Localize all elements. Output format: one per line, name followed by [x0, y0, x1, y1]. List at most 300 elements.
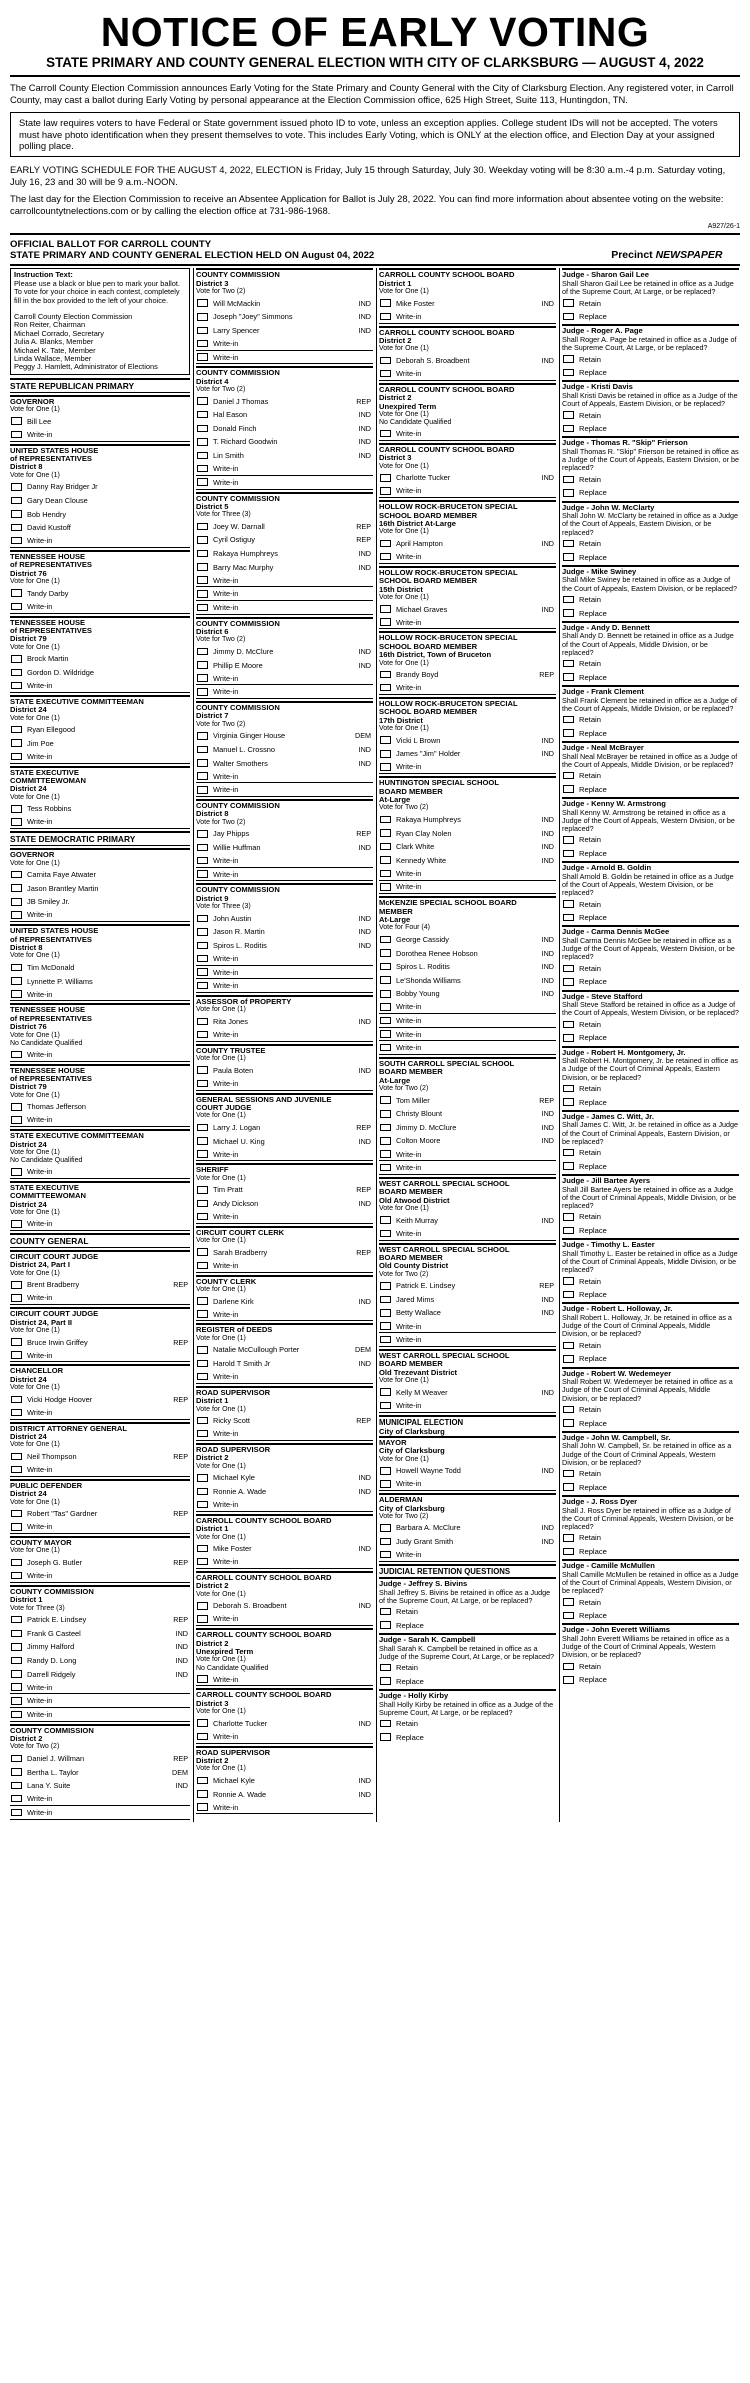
vote-oval[interactable]	[197, 982, 208, 990]
vote-oval[interactable]	[380, 736, 391, 744]
candidate-row[interactable]	[10, 414, 190, 428]
candidate-row[interactable]	[10, 480, 190, 494]
write-in-row[interactable]	[10, 1520, 190, 1534]
candidate-row[interactable]	[379, 1121, 556, 1135]
vote-oval[interactable]	[11, 483, 22, 491]
vote-oval[interactable]	[11, 898, 22, 906]
vote-oval[interactable]	[380, 1322, 391, 1330]
vote-oval[interactable]	[197, 425, 208, 433]
retention-option[interactable]	[562, 1224, 739, 1238]
write-in-row[interactable]	[379, 1028, 556, 1042]
vote-oval[interactable]	[197, 1310, 208, 1318]
vote-oval[interactable]	[11, 417, 22, 425]
vote-oval[interactable]	[11, 805, 22, 813]
write-in-row[interactable]	[379, 1478, 556, 1492]
candidate-row[interactable]	[10, 895, 190, 909]
write-in-row[interactable]	[196, 952, 373, 966]
write-in-row[interactable]	[196, 1210, 373, 1224]
vote-oval[interactable]	[563, 476, 574, 484]
vote-oval[interactable]	[11, 1220, 22, 1228]
vote-oval[interactable]	[380, 1524, 391, 1532]
write-in-row[interactable]	[196, 1673, 373, 1687]
vote-oval[interactable]	[380, 1124, 391, 1132]
candidate-row[interactable]	[10, 961, 190, 975]
vote-oval[interactable]	[197, 1248, 208, 1256]
retention-option[interactable]	[562, 606, 739, 620]
candidate-row[interactable]	[10, 736, 190, 750]
retention-option[interactable]	[562, 962, 739, 976]
vote-oval[interactable]	[380, 990, 391, 998]
candidate-row[interactable]	[379, 946, 556, 960]
vote-oval[interactable]	[380, 750, 391, 758]
vote-oval[interactable]	[197, 772, 208, 780]
retention-option[interactable]	[562, 1274, 739, 1288]
retention-option[interactable]	[379, 1605, 556, 1619]
retention-option[interactable]	[562, 550, 739, 564]
vote-oval[interactable]	[380, 1402, 391, 1410]
write-in-row[interactable]	[379, 616, 556, 630]
retention-option[interactable]	[562, 1146, 739, 1160]
write-in-row[interactable]	[10, 1165, 190, 1179]
write-in-row[interactable]	[379, 485, 556, 499]
vote-oval[interactable]	[563, 716, 574, 724]
vote-oval[interactable]	[197, 563, 208, 571]
candidate-row[interactable]	[10, 1654, 190, 1668]
retention-option[interactable]	[562, 726, 739, 740]
candidate-row[interactable]	[379, 813, 556, 827]
retention-option[interactable]	[562, 1660, 739, 1674]
write-in-row[interactable]	[379, 1333, 556, 1347]
write-in-row[interactable]	[379, 1227, 556, 1241]
retention-option[interactable]	[379, 1717, 556, 1731]
vote-oval[interactable]	[197, 299, 208, 307]
vote-oval[interactable]	[197, 1615, 208, 1623]
write-in-row[interactable]	[196, 770, 373, 784]
retention-option[interactable]	[562, 408, 739, 422]
vote-oval[interactable]	[197, 1066, 208, 1074]
vote-oval[interactable]	[11, 1711, 22, 1719]
write-in-row[interactable]	[196, 1308, 373, 1322]
write-in-row[interactable]	[10, 1048, 190, 1062]
vote-oval[interactable]	[380, 1309, 391, 1317]
retention-option[interactable]	[562, 782, 739, 796]
retention-option[interactable]	[562, 1082, 739, 1096]
write-in-row[interactable]	[379, 367, 556, 381]
vote-oval[interactable]	[11, 1409, 22, 1417]
retention-option[interactable]	[562, 847, 739, 861]
vote-oval[interactable]	[197, 955, 208, 963]
vote-oval[interactable]	[563, 850, 574, 858]
vote-oval[interactable]	[11, 1755, 22, 1763]
vote-oval[interactable]	[563, 1598, 574, 1606]
candidate-row[interactable]	[196, 1414, 373, 1428]
write-in-row[interactable]	[196, 783, 373, 797]
vote-oval[interactable]	[197, 1360, 208, 1368]
vote-oval[interactable]	[197, 1186, 208, 1194]
candidate-row[interactable]	[196, 1134, 373, 1148]
candidate-row[interactable]	[196, 1121, 373, 1135]
vote-oval[interactable]	[197, 465, 208, 473]
write-in-row[interactable]	[10, 1406, 190, 1420]
vote-oval[interactable]	[563, 836, 574, 844]
vote-oval[interactable]	[563, 1098, 574, 1106]
vote-oval[interactable]	[11, 1168, 22, 1176]
vote-oval[interactable]	[11, 524, 22, 532]
write-in-row[interactable]	[379, 681, 556, 695]
write-in-row[interactable]	[196, 966, 373, 980]
retention-option[interactable]	[562, 310, 739, 324]
candidate-row[interactable]	[10, 507, 190, 521]
candidate-row[interactable]	[196, 533, 373, 547]
write-in-row[interactable]	[196, 587, 373, 601]
vote-oval[interactable]	[563, 965, 574, 973]
vote-oval[interactable]	[380, 1538, 391, 1546]
write-in-row[interactable]	[379, 1399, 556, 1413]
vote-oval[interactable]	[380, 540, 391, 548]
candidate-row[interactable]	[196, 422, 373, 436]
write-in-row[interactable]	[379, 550, 556, 564]
write-in-row[interactable]	[196, 1613, 373, 1627]
candidate-row[interactable]	[379, 602, 556, 616]
vote-oval[interactable]	[197, 1474, 208, 1482]
write-in-row[interactable]	[10, 1463, 190, 1477]
vote-oval[interactable]	[197, 1719, 208, 1727]
vote-oval[interactable]	[11, 1294, 22, 1302]
vote-oval[interactable]	[11, 1809, 22, 1817]
vote-oval[interactable]	[563, 609, 574, 617]
vote-oval[interactable]	[11, 510, 22, 518]
candidate-row[interactable]	[196, 1063, 373, 1077]
candidate-row[interactable]	[196, 1245, 373, 1259]
candidate-row[interactable]	[10, 1392, 190, 1406]
vote-oval[interactable]	[197, 550, 208, 558]
candidate-row[interactable]	[10, 586, 190, 600]
vote-oval[interactable]	[563, 1085, 574, 1093]
vote-oval[interactable]	[11, 990, 22, 998]
vote-oval[interactable]	[380, 1621, 391, 1629]
vote-oval[interactable]	[380, 1551, 391, 1559]
vote-oval[interactable]	[563, 772, 574, 780]
retention-option[interactable]	[562, 422, 739, 436]
vote-oval[interactable]	[563, 1291, 574, 1299]
retention-option[interactable]	[562, 296, 739, 310]
vote-oval[interactable]	[197, 1262, 208, 1270]
write-in-row[interactable]	[379, 1041, 556, 1055]
vote-oval[interactable]	[11, 1396, 22, 1404]
vote-oval[interactable]	[563, 1355, 574, 1363]
candidate-row[interactable]	[10, 1450, 190, 1464]
candidate-row[interactable]	[379, 1093, 556, 1107]
vote-oval[interactable]	[197, 1777, 208, 1785]
vote-oval[interactable]	[380, 1467, 391, 1475]
candidate-row[interactable]	[10, 1556, 190, 1570]
retention-option[interactable]	[562, 486, 739, 500]
candidate-row[interactable]	[379, 853, 556, 867]
write-in-row[interactable]	[379, 310, 556, 324]
write-in-row[interactable]	[10, 428, 190, 442]
retention-option[interactable]	[562, 1018, 739, 1032]
vote-oval[interactable]	[197, 438, 208, 446]
vote-oval[interactable]	[11, 1466, 22, 1474]
candidate-row[interactable]	[10, 1667, 190, 1681]
vote-oval[interactable]	[197, 648, 208, 656]
vote-oval[interactable]	[197, 1430, 208, 1438]
retention-option[interactable]	[562, 593, 739, 607]
vote-oval[interactable]	[11, 589, 22, 597]
retention-option[interactable]	[562, 713, 739, 727]
vote-oval[interactable]	[11, 871, 22, 879]
vote-oval[interactable]	[197, 1733, 208, 1741]
vote-oval[interactable]	[563, 1548, 574, 1556]
candidate-row[interactable]	[196, 394, 373, 408]
vote-oval[interactable]	[380, 1664, 391, 1672]
vote-oval[interactable]	[11, 1051, 22, 1059]
vote-oval[interactable]	[11, 1281, 22, 1289]
vote-oval[interactable]	[11, 655, 22, 663]
candidate-row[interactable]	[379, 733, 556, 747]
vote-oval[interactable]	[197, 674, 208, 682]
retention-option[interactable]	[562, 1545, 739, 1559]
candidate-row[interactable]	[10, 521, 190, 535]
candidate-row[interactable]	[379, 1385, 556, 1399]
vote-oval[interactable]	[197, 1346, 208, 1354]
write-in-row[interactable]	[196, 1259, 373, 1273]
write-in-row[interactable]	[196, 1555, 373, 1569]
write-in-row[interactable]	[379, 1148, 556, 1162]
candidate-row[interactable]	[196, 1787, 373, 1801]
write-in-row[interactable]	[196, 1730, 373, 1744]
candidate-row[interactable]	[196, 911, 373, 925]
retention-option[interactable]	[562, 911, 739, 925]
vote-oval[interactable]	[563, 553, 574, 561]
candidate-row[interactable]	[196, 408, 373, 422]
vote-oval[interactable]	[197, 327, 208, 335]
candidate-row[interactable]	[10, 494, 190, 508]
write-in-row[interactable]	[379, 427, 556, 441]
vote-oval[interactable]	[380, 1216, 391, 1224]
write-in-row[interactable]	[10, 750, 190, 764]
vote-oval[interactable]	[197, 1297, 208, 1305]
vote-oval[interactable]	[11, 1683, 22, 1691]
candidate-row[interactable]	[379, 296, 556, 310]
vote-oval[interactable]	[380, 370, 391, 378]
vote-oval[interactable]	[380, 976, 391, 984]
write-in-row[interactable]	[196, 1427, 373, 1441]
vote-oval[interactable]	[563, 900, 574, 908]
vote-oval[interactable]	[380, 474, 391, 482]
retention-option[interactable]	[562, 1403, 739, 1417]
write-in-row[interactable]	[196, 1498, 373, 1512]
vote-oval[interactable]	[11, 1768, 22, 1776]
vote-oval[interactable]	[197, 1137, 208, 1145]
write-in-row[interactable]	[196, 1028, 373, 1042]
vote-oval[interactable]	[197, 353, 208, 361]
write-in-row[interactable]	[10, 1792, 190, 1806]
write-in-row[interactable]	[10, 1292, 190, 1306]
candidate-row[interactable]	[196, 729, 373, 743]
vote-oval[interactable]	[380, 1480, 391, 1488]
candidate-row[interactable]	[10, 1626, 190, 1640]
vote-oval[interactable]	[197, 1488, 208, 1496]
write-in-row[interactable]	[196, 574, 373, 588]
vote-oval[interactable]	[11, 1782, 22, 1790]
write-in-row[interactable]	[196, 685, 373, 699]
vote-oval[interactable]	[197, 968, 208, 976]
write-in-row[interactable]	[10, 816, 190, 830]
retention-option[interactable]	[562, 670, 739, 684]
candidate-row[interactable]	[10, 1765, 190, 1779]
vote-oval[interactable]	[197, 844, 208, 852]
candidate-row[interactable]	[196, 1197, 373, 1211]
write-in-row[interactable]	[10, 1114, 190, 1128]
retention-option[interactable]	[562, 1095, 739, 1109]
candidate-row[interactable]	[196, 1183, 373, 1197]
vote-oval[interactable]	[11, 964, 22, 972]
retention-option[interactable]	[562, 1031, 739, 1045]
write-in-row[interactable]	[10, 679, 190, 693]
candidate-row[interactable]	[10, 1335, 190, 1349]
vote-oval[interactable]	[197, 746, 208, 754]
vote-oval[interactable]	[380, 949, 391, 957]
vote-oval[interactable]	[563, 1162, 574, 1170]
candidate-row[interactable]	[196, 560, 373, 574]
vote-oval[interactable]	[11, 884, 22, 892]
vote-oval[interactable]	[197, 397, 208, 405]
vote-oval[interactable]	[380, 1096, 391, 1104]
vote-oval[interactable]	[380, 883, 391, 891]
retention-option[interactable]	[562, 1352, 739, 1366]
vote-oval[interactable]	[380, 1296, 391, 1304]
candidate-row[interactable]	[196, 296, 373, 310]
candidate-row[interactable]	[379, 1521, 556, 1535]
candidate-row[interactable]	[379, 471, 556, 485]
candidate-row[interactable]	[379, 1293, 556, 1307]
candidate-row[interactable]	[196, 1015, 373, 1029]
retention-option[interactable]	[562, 897, 739, 911]
vote-oval[interactable]	[380, 1608, 391, 1616]
retention-option[interactable]	[562, 1531, 739, 1545]
write-in-row[interactable]	[196, 672, 373, 686]
vote-oval[interactable]	[563, 1612, 574, 1620]
candidate-row[interactable]	[379, 668, 556, 682]
vote-oval[interactable]	[380, 1017, 391, 1025]
vote-oval[interactable]	[197, 1790, 208, 1798]
candidate-row[interactable]	[196, 1343, 373, 1357]
vote-oval[interactable]	[380, 313, 391, 321]
retention-option[interactable]	[379, 1661, 556, 1675]
vote-oval[interactable]	[11, 497, 22, 505]
candidate-row[interactable]	[196, 939, 373, 953]
vote-oval[interactable]	[197, 688, 208, 696]
write-in-row[interactable]	[10, 909, 190, 923]
vote-oval[interactable]	[563, 1483, 574, 1491]
vote-oval[interactable]	[563, 313, 574, 321]
vote-oval[interactable]	[11, 1697, 22, 1705]
candidate-row[interactable]	[196, 310, 373, 324]
vote-oval[interactable]	[380, 1137, 391, 1145]
candidate-row[interactable]	[10, 652, 190, 666]
write-in-row[interactable]	[10, 1569, 190, 1583]
candidate-row[interactable]	[196, 827, 373, 841]
vote-oval[interactable]	[197, 1803, 208, 1811]
write-in-row[interactable]	[379, 867, 556, 881]
candidate-row[interactable]	[196, 743, 373, 757]
vote-oval[interactable]	[197, 1602, 208, 1610]
vote-oval[interactable]	[11, 431, 22, 439]
candidate-row[interactable]	[10, 723, 190, 737]
candidate-row[interactable]	[10, 881, 190, 895]
write-in-row[interactable]	[196, 979, 373, 993]
write-in-row[interactable]	[379, 881, 556, 895]
write-in-row[interactable]	[10, 600, 190, 614]
candidate-row[interactable]	[196, 756, 373, 770]
vote-oval[interactable]	[563, 1534, 574, 1542]
candidate-row[interactable]	[379, 960, 556, 974]
write-in-row[interactable]	[196, 462, 373, 476]
retention-option[interactable]	[379, 1730, 556, 1744]
candidate-row[interactable]	[10, 1100, 190, 1114]
candidate-row[interactable]	[10, 1779, 190, 1793]
retention-option[interactable]	[562, 1673, 739, 1687]
retention-option[interactable]	[562, 366, 739, 380]
candidate-row[interactable]	[379, 354, 556, 368]
vote-oval[interactable]	[11, 1630, 22, 1638]
vote-oval[interactable]	[197, 1124, 208, 1132]
vote-oval[interactable]	[380, 1677, 391, 1685]
vote-oval[interactable]	[563, 1227, 574, 1235]
vote-oval[interactable]	[563, 489, 574, 497]
vote-oval[interactable]	[563, 1419, 574, 1427]
write-in-row[interactable]	[196, 337, 373, 351]
candidate-row[interactable]	[10, 666, 190, 680]
vote-oval[interactable]	[563, 729, 574, 737]
candidate-row[interactable]	[379, 973, 556, 987]
vote-oval[interactable]	[197, 1501, 208, 1509]
vote-oval[interactable]	[11, 753, 22, 761]
write-in-row[interactable]	[196, 1148, 373, 1162]
candidate-row[interactable]	[196, 1357, 373, 1371]
vote-oval[interactable]	[197, 536, 208, 544]
candidate-row[interactable]	[196, 925, 373, 939]
retention-option[interactable]	[562, 1480, 739, 1494]
retention-option[interactable]	[562, 1339, 739, 1353]
vote-oval[interactable]	[11, 1351, 22, 1359]
retention-option[interactable]	[562, 473, 739, 487]
retention-option[interactable]	[562, 833, 739, 847]
retention-option[interactable]	[562, 975, 739, 989]
candidate-row[interactable]	[196, 1485, 373, 1499]
vote-oval[interactable]	[563, 1021, 574, 1029]
retention-option[interactable]	[379, 1674, 556, 1688]
vote-oval[interactable]	[563, 369, 574, 377]
vote-oval[interactable]	[563, 596, 574, 604]
vote-oval[interactable]	[563, 978, 574, 986]
vote-oval[interactable]	[563, 1149, 574, 1157]
candidate-row[interactable]	[10, 1507, 190, 1521]
write-in-row[interactable]	[10, 1694, 190, 1708]
vote-oval[interactable]	[11, 739, 22, 747]
vote-oval[interactable]	[563, 1277, 574, 1285]
candidate-row[interactable]	[379, 987, 556, 1001]
vote-oval[interactable]	[563, 299, 574, 307]
candidate-row[interactable]	[196, 1774, 373, 1788]
vote-oval[interactable]	[197, 942, 208, 950]
vote-oval[interactable]	[197, 411, 208, 419]
vote-oval[interactable]	[380, 1336, 391, 1344]
vote-oval[interactable]	[380, 1733, 391, 1741]
candidate-row[interactable]	[379, 1535, 556, 1549]
candidate-row[interactable]	[196, 435, 373, 449]
